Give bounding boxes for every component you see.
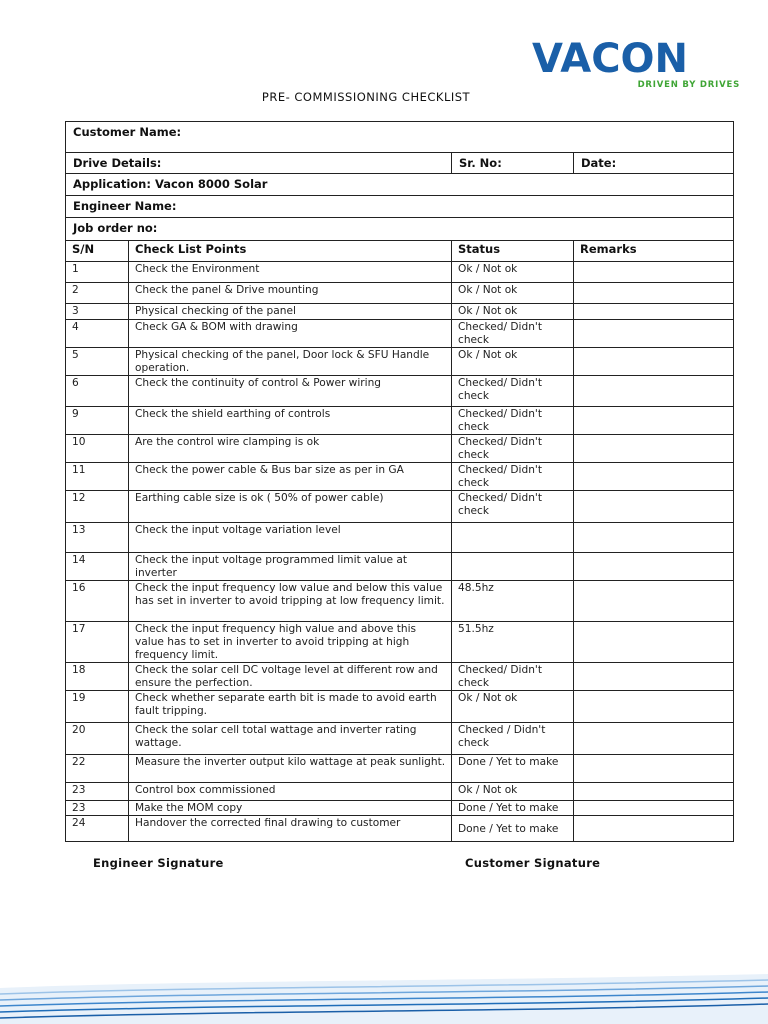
row-sn: 11 [66,463,129,491]
row-sn: 10 [66,435,129,463]
row-sn: 5 [66,348,129,376]
table-row [66,801,734,816]
vacon-logo [532,38,744,94]
row-remarks [574,622,734,663]
row-check-point: Are the control wire clamping is ok [129,435,452,463]
row-sn: 1 [66,262,129,283]
row-status: Checked/ Didn't check [452,320,574,348]
row-remarks [574,463,734,491]
row-status: Checked / Didn't check [452,723,574,755]
engineer-signature-label: Engineer Signature [93,856,224,870]
table-row [66,691,734,723]
sr-no-label: Sr. No: [452,153,574,174]
row-status: Done / Yet to make [452,816,574,842]
row-check-point: Handover the corrected final drawing to customer [129,816,452,842]
row-remarks [574,407,734,435]
customer-name-label: Customer Name: [66,122,734,153]
row-check-point: Check the power cable & Bus bar size as per in GA [129,463,452,491]
row-sn: 16 [66,581,129,622]
row-remarks [574,691,734,723]
table-row [66,553,734,581]
row-sn: 14 [66,553,129,581]
column-header-status: Status [452,241,574,262]
row-remarks [574,283,734,304]
row-status: Checked/ Didn't check [452,491,574,523]
row-check-point: Measure the inverter output kilo wattage at peak sunlight. [129,755,452,783]
row-status: Checked/ Didn't check [452,663,574,691]
customer-name-row [66,122,734,153]
row-status: Ok / Not ok [452,262,574,283]
checklist-table [65,121,734,842]
table-row [66,783,734,801]
row-status: Checked/ Didn't check [452,463,574,491]
row-status: Done / Yet to make [452,755,574,783]
row-sn: 9 [66,407,129,435]
table-row [66,304,734,320]
row-status: 48.5hz [452,581,574,622]
table-row [66,283,734,304]
row-sn: 24 [66,816,129,842]
row-remarks [574,581,734,622]
job-order-row [66,218,734,241]
row-check-point: Physical checking of the panel [129,304,452,320]
row-sn: 18 [66,663,129,691]
row-check-point: Check the solar cell DC voltage level at different row and ensure the perfection. [129,663,452,691]
row-sn: 20 [66,723,129,755]
row-status: Ok / Not ok [452,783,574,801]
row-sn: 23 [66,801,129,816]
row-sn: 4 [66,320,129,348]
row-sn: 13 [66,523,129,553]
customer-signature-label: Customer Signature [465,856,601,870]
row-check-point: Control box commissioned [129,783,452,801]
row-sn: 12 [66,491,129,523]
row-sn: 22 [66,755,129,783]
column-header-sn: S/N [66,241,129,262]
table-row [66,663,734,691]
table-row [66,320,734,348]
logo-tagline: DRIVEN BY DRIVES [637,80,740,90]
row-status: Done / Yet to make [452,801,574,816]
row-status: Ok / Not ok [452,691,574,723]
row-check-point: Check the Environment [129,262,452,283]
row-remarks [574,816,734,842]
drive-details-label: Drive Details: [66,153,452,174]
row-check-point: Check the continuity of control & Power wiring [129,376,452,407]
row-check-point: Make the MOM copy [129,801,452,816]
row-remarks [574,523,734,553]
engineer-name-label: Engineer Name: [66,196,734,218]
row-check-point: Check the solar cell total wattage and inverter rating wattage. [129,723,452,755]
engineer-name-row [66,196,734,218]
row-check-point: Check the shield earthing of controls [129,407,452,435]
row-status: Ok / Not ok [452,348,574,376]
table-row [66,491,734,523]
column-header-points: Check List Points [129,241,452,262]
row-sn: 17 [66,622,129,663]
row-status [452,523,574,553]
row-remarks [574,435,734,463]
row-check-point: Check whether separate earth bit is made to avoid earth fault tripping. [129,691,452,723]
row-remarks [574,348,734,376]
logo-wordmark: VACON [532,36,689,82]
table-row [66,523,734,553]
row-check-point: Physical checking of the panel, Door lock & SFU Handle operation. [129,348,452,376]
row-sn: 3 [66,304,129,320]
job-order-label: Job order no: [66,218,734,241]
row-check-point: Check GA & BOM with drawing [129,320,452,348]
row-remarks [574,801,734,816]
date-label: Date: [574,153,734,174]
row-remarks [574,755,734,783]
row-status: Ok / Not ok [452,304,574,320]
row-sn: 6 [66,376,129,407]
row-remarks [574,304,734,320]
row-check-point: Check the input voltage variation level [129,523,452,553]
application-label: Application: Vacon 8000 Solar [66,174,734,196]
table-row [66,435,734,463]
row-status: Checked/ Didn't check [452,435,574,463]
row-check-point: Check the input frequency high value and above this value has to set in inverter to avoid tripping at high frequency limit. [129,622,452,663]
application-row [66,174,734,196]
table-row [66,755,734,783]
row-status: Checked/ Didn't check [452,376,574,407]
table-row [66,376,734,407]
row-remarks [574,376,734,407]
row-check-point: Check the input voltage programmed limit value at inverter [129,553,452,581]
row-sn: 19 [66,691,129,723]
table-row [66,723,734,755]
row-check-point: Earthing cable size is ok ( 50% of power cable) [129,491,452,523]
row-sn: 2 [66,283,129,304]
decorative-wave-footer [0,958,768,1024]
table-row [66,816,734,842]
row-check-point: Check the input frequency low value and below this value has set in inverter to avoid tripping at low frequency limit. [129,581,452,622]
row-remarks [574,491,734,523]
row-status: Checked/ Didn't check [452,407,574,435]
column-header-remarks: Remarks [574,241,734,262]
drive-details-row [66,153,734,174]
row-status: 51.5hz [452,622,574,663]
row-remarks [574,320,734,348]
table-row [66,407,734,435]
table-row [66,348,734,376]
row-remarks [574,553,734,581]
row-remarks [574,663,734,691]
row-remarks [574,783,734,801]
document-title: PRE- COMMISSIONING CHECKLIST [261,90,471,104]
row-sn: 23 [66,783,129,801]
row-check-point: Check the panel & Drive mounting [129,283,452,304]
table-row [66,262,734,283]
table-row [66,463,734,491]
table-header-row [66,241,734,262]
row-remarks [574,723,734,755]
table-row [66,581,734,622]
row-status [452,553,574,581]
table-row [66,622,734,663]
row-status: Ok / Not ok [452,283,574,304]
row-remarks [574,262,734,283]
